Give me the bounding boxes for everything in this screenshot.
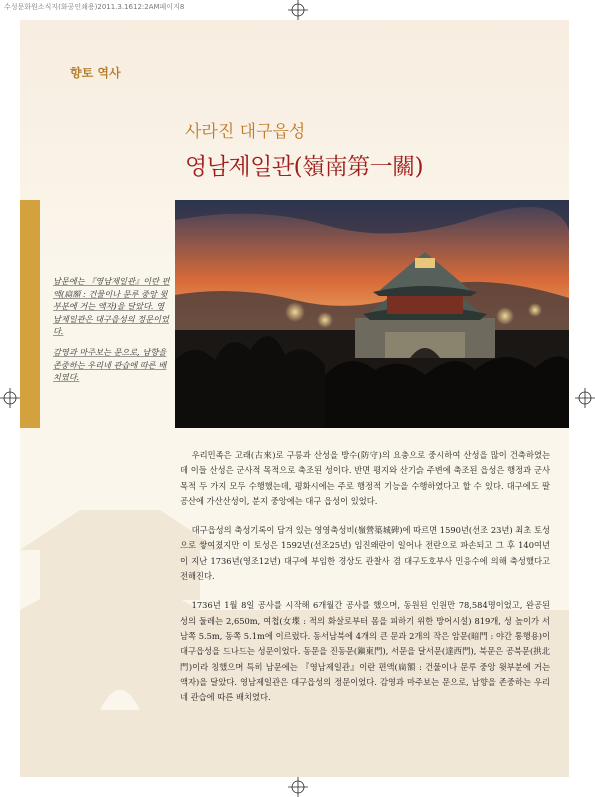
article-subtitle: 사라진 대구읍성 — [185, 122, 306, 142]
gate-photo-illustration — [175, 200, 569, 428]
article-body — [180, 448, 550, 719]
section-label: 향토 역사 — [70, 66, 121, 80]
body-paragraph: 우리민족은 고래(古來)로 구릉과 산성을 방수(防守)의 요충으로 중시하여 산성을 많이 건축하였는데 이들 산성은 군사적 목적으로 축조된 성이다. 반면 평지와 산기슭 주변에 축조된 읍성은 행정과 군사목적 두 가지 모두 수행했는데, 평화시에는 주로 행정적 기능을 수행하였다고 할 수 있다. 대구에도 팔공산에 가산산성이, 분지 중앙에는 대구 읍성이 있었다. — [180, 450, 550, 506]
magazine-page — [20, 20, 569, 777]
body-paragraph: 1736년 1월 8일 공사를 시작해 6개월간 공사를 했으며, 동원된 인원만 78,584명이었고, 완공된 성의 둘레는 2,650m, 여첩(女堞 : 적의 화살로부터 몸을 피하기 위한 방어시설) 819개, 성 높이가 서남쪽 5.5m, 동쪽 5.1m에 이르렀다. 동서남북에 4개의 큰 문과 2개의 작은 암문(暗門 : 야간 통행용)이 대구읍성을 드나드는 성문이었다. 동문을 진동문(鎭東門), 서문을 달서문(達西門), 북문은 공북문(拱北門)이라 칭했으며 특히 남문에는 『영남제일관』이란 편액(扁額 : 건물이나 문루 중앙 윗부분에 거는 액자)을 달았다. 영남제일관은 대구읍성의 정문이었다. 감영과 마주보는 문으로, 남향을 존중하는 우리네 관습에 따른 배치였다. — [180, 600, 550, 703]
print-header: 수성문화원소식지(화공인쇄용)2011.3.1612:2AM페이지8 — [4, 3, 185, 11]
registration-mark-top — [288, 0, 308, 20]
accent-bar — [20, 200, 40, 428]
caption-line: 남문에는 『영남제일관』이란 편액(扁額 : 건물이나 문루 중앙 윗부분에 거는 액자)을 달았다. 영남제일관은 대구읍성의 정문이었다. — [53, 276, 170, 337]
body-paragraph: 대구읍성의 축성기록이 담겨 있는 영영축성비(嶺營築城碑)에 따르면 1590년(선조 23년) 최초 토성으로 쌓여졌지만 이 토성은 1592년(선조25년) 임진왜란이 일어나 전란으로 파손되고 그 후 140여년이 지난 1736년(영조12년) 대구에 부임한 경상도 관찰사 겸 대구도호부사 민응수에 의해 축성했다고 전해진다. — [180, 525, 550, 582]
registration-mark-bottom — [288, 777, 308, 797]
article-title: 영남제일관(嶺南第一關) — [185, 154, 424, 180]
gate-photo — [175, 200, 569, 428]
caption-line: 감영과 마주보는 문으로, 남향을 존중하는 우리네 관습에 따른 배치였다. — [53, 346, 167, 383]
registration-mark-right — [575, 388, 595, 408]
photo-caption — [53, 275, 171, 392]
registration-mark-left — [0, 388, 20, 408]
